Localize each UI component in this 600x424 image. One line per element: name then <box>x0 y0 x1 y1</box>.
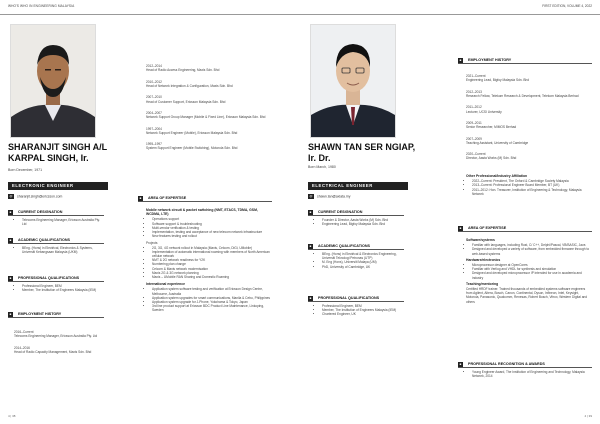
star-icon: ■ <box>459 225 462 230</box>
list-item: • Celcom & Maxis network modernisation <box>152 267 272 271</box>
name-line-2: KARPAL SINGH, Ir. <box>8 152 89 163</box>
certificate-icon: ■ <box>9 275 12 280</box>
section-expertise <box>458 226 592 232</box>
list-item: • Operations support <box>152 217 272 221</box>
section-employment <box>8 312 104 318</box>
page-header <box>300 0 600 15</box>
list-item: • Chartered Engineer, UK <box>322 312 404 316</box>
person-name <box>8 142 107 163</box>
list-item: • BEng. (Hons) in Electrical, Electronics & Systems, Universiti Kebangsaan Malaysia (UKM) <box>22 246 104 254</box>
birth-date: Born March, 1980 <box>308 165 336 169</box>
birth-date: Born December, 1971 <box>8 168 43 172</box>
employment-entry: 2020–Current Director, Aasta Works (M) Sdn. Bhd <box>466 152 517 161</box>
employment-entry: 2004–2007 Network Support Group Manager (Mobile & Fixed Line), Ericsson Malaysia Sdn. Bhd <box>146 111 266 120</box>
section-title: AREA OF EXPERTISE <box>148 196 187 200</box>
role-bar: ELECTRICAL ENGINEER <box>308 182 408 190</box>
list-item: • New features testing and rollout <box>152 234 272 238</box>
section-professional <box>308 296 404 317</box>
section-employment <box>458 58 592 64</box>
list-item: • Maxis – UMobile RAN Sharing and Domestic Roaming <box>152 275 272 279</box>
employment-list <box>466 70 592 168</box>
portrait-photo-sharanjit <box>10 24 96 138</box>
page-number: 4 | 38 <box>8 414 16 418</box>
expertise-content <box>466 236 592 304</box>
list-item: • Young Engineer Award, The Institution of Engineering and Technology, Malaysia Network, 2014 <box>472 370 592 378</box>
list-item: • Professional Engineer, BEM <box>22 284 104 288</box>
section-title: PROFESSIONAL QUALIFICATIONS <box>18 276 80 280</box>
building-icon: ■ <box>9 311 12 316</box>
employment-list-left <box>14 326 106 361</box>
list-item: • Member, The Institution of Engineers Malaysia (IEM) <box>22 288 104 292</box>
list-item: • Familiar with Verilog and VHDL for synthesis and simulation <box>472 267 592 271</box>
graduation-cap-icon: ■ <box>309 243 312 248</box>
teaching-text: Certified HRDF trainer. Trained thousands of embedded systems software engineers from Agilent, Altera, Bosch, Canon, Continental, Dyson, Infineon, Intel, Keysight, Motorola, Panasonic, Qualcomm, Renesas, Robert Bosch, Vitrox, Western Digital and others <box>466 287 588 304</box>
list-item: • Engineering Lead, Bigfoy Malaysia Sdn. Bhd <box>322 222 404 226</box>
list-item: • Multi-vendor verification & testing <box>152 226 272 230</box>
email-address[interactable]: shawn.tan@axiata.my <box>317 194 351 199</box>
list-item: • Designed and developed microprocessor IP intended for use in academia and industry <box>472 271 592 279</box>
list-item: • Familiar with languages, including Rust, C/ C++, Delphi/Pascal, VB/BASIC, Java <box>472 243 592 247</box>
person-name <box>308 142 415 163</box>
list-item: • 3rd line product support at Ericsson BDC Product Line Maintenance, Linkoping, Sweden <box>152 304 272 312</box>
list-item: • Telecoms Engineering Manager, Ericsson Australia Pty. Ltd <box>22 218 104 226</box>
list-item: • 2022–Current: President, The Oxford & Cambridge Society Malaysia <box>472 179 592 183</box>
list-item: • NMT & 2G network readiness for Y2K <box>152 258 272 262</box>
list-item: • Designed and developed a variety of software, from embedded firmware through to web-based systems <box>472 247 592 255</box>
briefcase-icon: ■ <box>9 209 12 214</box>
projects-heading: Projects <box>146 241 158 246</box>
building-icon: ■ <box>459 57 462 62</box>
list-item: • 2013–Current: Professional Engineer Board Member, BT (UK) <box>472 183 592 187</box>
briefcase-icon: ■ <box>309 209 312 214</box>
affiliations <box>466 172 592 196</box>
award-icon: ■ <box>459 361 462 366</box>
list-item: • BEng. (Hons) in Electrical & Electronics Engineering, Universiti Teknologi Petronas (UTP) <box>322 252 404 260</box>
right-page <box>300 0 600 424</box>
name-line-2: Ir. Dr. <box>308 152 331 163</box>
email-address[interactable]: sharanjit.singh@ericsson.com <box>17 194 63 199</box>
employment-entry: 2009–2011 Senior Researcher, MIMOS Berhad <box>466 121 517 130</box>
email-row <box>8 194 62 199</box>
list-item: • Maxis 2G & 3G network planning <box>152 271 272 275</box>
section-title: EMPLOYMENT HISTORY <box>468 58 512 62</box>
section-title: ACADEMIC QUALIFICATIONS <box>18 238 70 242</box>
list-item: • Member, The Institution of Engineers Malaysia (IEM) <box>322 308 404 312</box>
page-header <box>0 0 300 15</box>
software-heading: Software/systems <box>466 238 495 242</box>
section-academic <box>308 244 404 269</box>
role-bar: ELECTRONIC ENGINEER <box>8 182 108 190</box>
page-number: 4 | 39 <box>584 414 592 418</box>
list-item: • 2G, 3G, 4G network rollout in Malaysia (Maxis, Celcom, DiGi, UMobile) <box>152 246 272 250</box>
employment-entry: 2007–2010 Head of Customer Support, Ericsson Malaysia Sdn. Bhd <box>146 95 226 104</box>
employment-entry: 2016–Current Telecoms Engineering Manager, Ericsson Australia Pty. Ltd <box>14 330 98 339</box>
email-row <box>308 194 350 199</box>
publication-title: WHO'S WHO IN ENGINEERING MALAYSIA <box>8 4 75 8</box>
list-item: • Professional Engineer, BEM <box>322 304 404 308</box>
list-item: • Microprocessor designer at OpenCores <box>472 263 592 267</box>
list-item: • Numbering plan change <box>152 262 272 266</box>
list-item: • M. Eng (Hons), Universiti Malaya (UM) <box>322 260 404 264</box>
employment-entry: 2010–2012 Head of Network Integration & Configuration, Maxis Sdn. Bhd <box>146 79 233 89</box>
teaching-heading: Teaching/mentoring <box>466 281 499 286</box>
star-icon: ■ <box>139 195 142 200</box>
employment-entry: 2014–2016 Head of Radio Capacity Management, Maxis Sdn. Bhd <box>14 345 92 355</box>
section-title: AREA OF EXPERTISE <box>468 226 507 230</box>
hardware-heading: Hardware/electronics <box>466 257 501 262</box>
section-current-designation <box>308 210 404 226</box>
email-icon: @ <box>309 194 313 198</box>
section-academic <box>8 238 104 254</box>
employment-entry: 2011–2012 Lecturer, UCSI University <box>466 105 502 114</box>
section-expertise <box>138 196 272 202</box>
list-item: • Founder & Director, Aasta Works (M) Sdn. Bhd <box>322 218 404 222</box>
expertise-intro: Mobile network circuit & packet switching (NMT, ETACS, TDMA, GSM, WCDMA, LTE) <box>146 208 258 217</box>
employment-list-continued <box>146 60 266 158</box>
certificate-icon: ■ <box>309 295 312 300</box>
section-title: ACADEMIC QUALIFICATIONS <box>318 244 370 248</box>
employment-entry: 2012–2013 Research Fellow, Telekom Research & Development, Telekom Malaysia Berhad <box>466 89 579 99</box>
edition-label: FIRST EDITION, VOLUME 4, 2022 <box>542 4 592 8</box>
intl-heading: International experience <box>146 282 186 287</box>
graduation-cap-icon: ■ <box>9 237 12 242</box>
list-item: • Application system upgrade for J-Phone, Yokohama & Tokyo, Japan <box>152 300 272 304</box>
email-icon: @ <box>9 194 13 198</box>
section-professional <box>8 276 104 292</box>
section-title: PROFESSIONAL QUALIFICATIONS <box>318 296 380 300</box>
employment-entry: 2007–2009 Teaching Assistant, University of Cambridge <box>466 136 529 145</box>
section-title: CURRENT DESIGNATION <box>18 210 63 214</box>
employment-entry: 2021–Current Engineering Lead, Bigfoy Malaysia Sdn. Bhd <box>466 74 530 83</box>
employment-entry: 2012–2014 Head of Radio Access Engineering, Maxis Sdn. Bhd <box>146 64 220 73</box>
name-line-1: SHARANJIT SINGH A/L <box>8 142 108 152</box>
section-title: PROFESSIONAL RECOGNITION & AWARDS <box>468 362 545 366</box>
list-item: • PhD, University of Cambridge, UK <box>322 265 404 269</box>
list-item: • Implementation, testing and acceptance of new telecom network infrastructure <box>152 230 272 234</box>
expertise-content <box>146 206 272 313</box>
section-title: CURRENT DESIGNATION <box>318 210 363 214</box>
portrait-photo-shawn <box>310 24 396 138</box>
list-item: • Implementation of automatic international roaming with members of North American cellular network <box>152 250 272 258</box>
list-item: • Software support & troubleshooting <box>152 222 272 226</box>
name-line-1: SHAWN TAN SER NGIAP, <box>308 142 416 152</box>
section-title: EMPLOYMENT HISTORY <box>18 312 62 316</box>
list-item: • Application system software testing and verification at Ericsson Design Centre, Melbourne, Australia <box>152 287 272 295</box>
section-recognition <box>458 362 592 378</box>
affiliations-heading: Other Professional/Industry Affiliation <box>466 174 528 178</box>
list-item: • Application system upgrades for smart communications, Manila & Cebu, Philippines <box>152 296 272 300</box>
employment-entry: 1997–2004 Network Support Engineer (Mobile), Ericsson Malaysia Sdn. Bhd <box>146 126 238 135</box>
list-item: • 2011–2012: Hon. Treasurer, Institution of Engineering & Technology, Malaysia Network <box>472 188 592 196</box>
employment-entry: 1995–1997 System Support Engineer (Mobile Switching), Motorola Sdn. Bhd <box>146 142 238 151</box>
section-current-designation <box>8 210 104 226</box>
